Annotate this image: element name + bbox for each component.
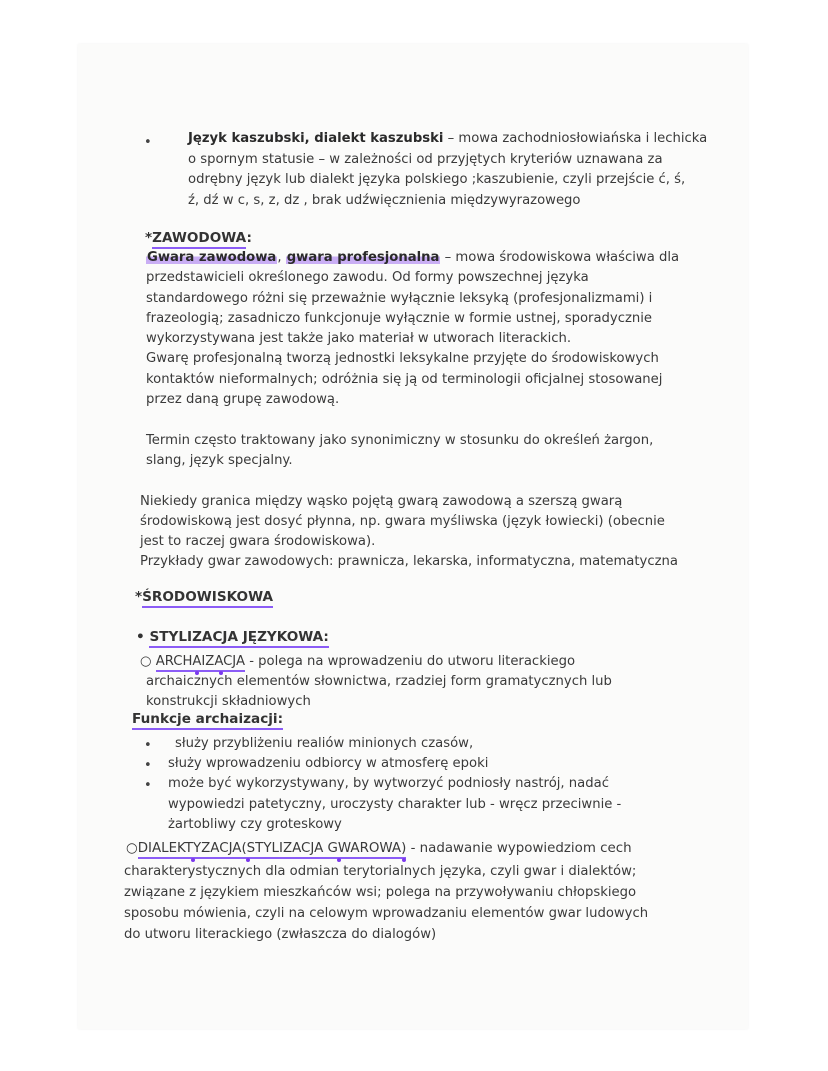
text-line: Niekiedy granica między wąsko pojętą gwarą zawodową a szerszą gwarą xyxy=(140,494,623,509)
text-line: Gwarę profesjonalną tworzą jednostki leksykalne przyjęte do środowiskowych xyxy=(146,351,659,366)
circle-bullet: ○ xyxy=(126,841,138,856)
stylizacja-heading: • STYLIZACJA JĘZYKOWA: xyxy=(136,629,329,645)
bullet-point: • xyxy=(144,738,152,753)
funkcje-heading: Funkcje archaizacji: xyxy=(132,711,283,727)
text-line: archaicznych elementów słownictwa, rzadziej form gramatycznych lub xyxy=(146,674,612,689)
text-line: Język kaszubski, dialekt kaszubski – mowa zachodniosłowiańska i lechicka xyxy=(188,131,708,146)
text-line: frazeologią; zasadniczo funkcjonuje wyłącznie w formie ustnej, sporadycznie xyxy=(146,311,653,326)
bullet-point: • xyxy=(144,758,152,773)
text-line: o spornym statusie – w zależności od przyjętych kryteriów uznawana za xyxy=(188,152,663,167)
text-line: odrębny język lub dialekt języka polskiego ;kaszubienie, czyli przejście ć, ś, xyxy=(188,172,686,187)
text-line: Przykłady gwar zawodowych: prawnicza, lekarska, informatyczna, matematyczna xyxy=(140,554,678,569)
text-line: przedstawicieli określonego zawodu. Od formy powszechnej języka xyxy=(146,270,589,285)
text-line: Termin często traktowany jako synonimiczny w stosunku do określeń żargon, xyxy=(146,433,654,448)
zawodowa-heading: *ZAWODOWA: xyxy=(145,230,252,246)
text-line: Gwara zawodowa, gwara profesjonalna – mowa środowiskowa właściwa dla xyxy=(147,250,680,265)
gwara-zawodowa-term: Gwara zawodowa xyxy=(147,250,277,265)
list-item: może być wykorzystywany, by wytworzyć podniosły nastrój, nadać xyxy=(168,776,609,791)
gwara-profesjonalna-term: gwara profesjonalna xyxy=(286,250,440,265)
text-line: ź, dź w c, s, z, dz , brak udźwięcznienia międzywyrazowego xyxy=(188,193,581,208)
srodowiskowa-heading: *ŚRODOWISKOWA xyxy=(135,589,273,605)
list-item: służy przybliżeniu realiów minionych czasów, xyxy=(175,736,474,751)
text-line: związane z językiem mieszkańców wsi; polega na przywoływaniu chłopskiego xyxy=(124,885,637,900)
bullet-point: • xyxy=(144,778,152,793)
text-line: środowiskową jest dosyć płynna, np. gwara myśliwska (język łowiecki) (obecnie xyxy=(140,514,665,529)
text-line: wykorzystywana jest także jako materiał w utworach literackich. xyxy=(146,331,572,346)
text-line: kontaktów nieformalnych; odróżnia się ją od terminologii oficjalnej stosowanej xyxy=(146,372,663,387)
text-line: charakterystycznych dla odmian terytorialnych języka, czyli gwar i dialektów; xyxy=(124,864,637,879)
text-line: do utworu literackiego (zwłaszcza do dialogów) xyxy=(124,927,437,942)
archaizacja-term: ARCHAIZACJA xyxy=(156,654,245,672)
text-line: standardowego różni się przeważnie wyłącznie leksyką (profesjonalizmami) i xyxy=(146,291,653,306)
text-line: slang, język specjalny. xyxy=(146,453,293,468)
text-line: sposobu mówienia, czyli na celowym wprowadzaniu elementów gwar ludowych xyxy=(124,906,649,921)
kaszubski-term: Język kaszubski, dialekt kaszubski xyxy=(188,131,444,146)
list-item-cont: wypowiedzi patetyczny, uroczysty charakter lub - wręcz przeciwnie - xyxy=(168,797,622,812)
text-line: jest to raczej gwara środowiskowa). xyxy=(140,534,376,549)
circle-bullet: ○ xyxy=(140,654,152,669)
list-item: służy wprowadzeniu odbiorcy w atmosferę epoki xyxy=(168,756,489,771)
text-line: ○ ARCHAIZACJA - polega na wprowadzeniu do utworu literackiego xyxy=(140,652,575,673)
dialektyzacja-term: DIALEKTYZACJA(STYLIZACJA GWAROWA) xyxy=(138,841,407,859)
text-line: przez daną grupę zawodową. xyxy=(146,392,340,407)
text-line: ○DIALEKTYZACJA(STYLIZACJA GWAROWA) - nadawanie wypowiedziom cech xyxy=(126,839,632,860)
bullet-point: • xyxy=(144,135,152,150)
list-item-cont: żartobliwy czy groteskowy xyxy=(168,817,342,832)
text-line: konstrukcji składniowych xyxy=(146,694,311,709)
